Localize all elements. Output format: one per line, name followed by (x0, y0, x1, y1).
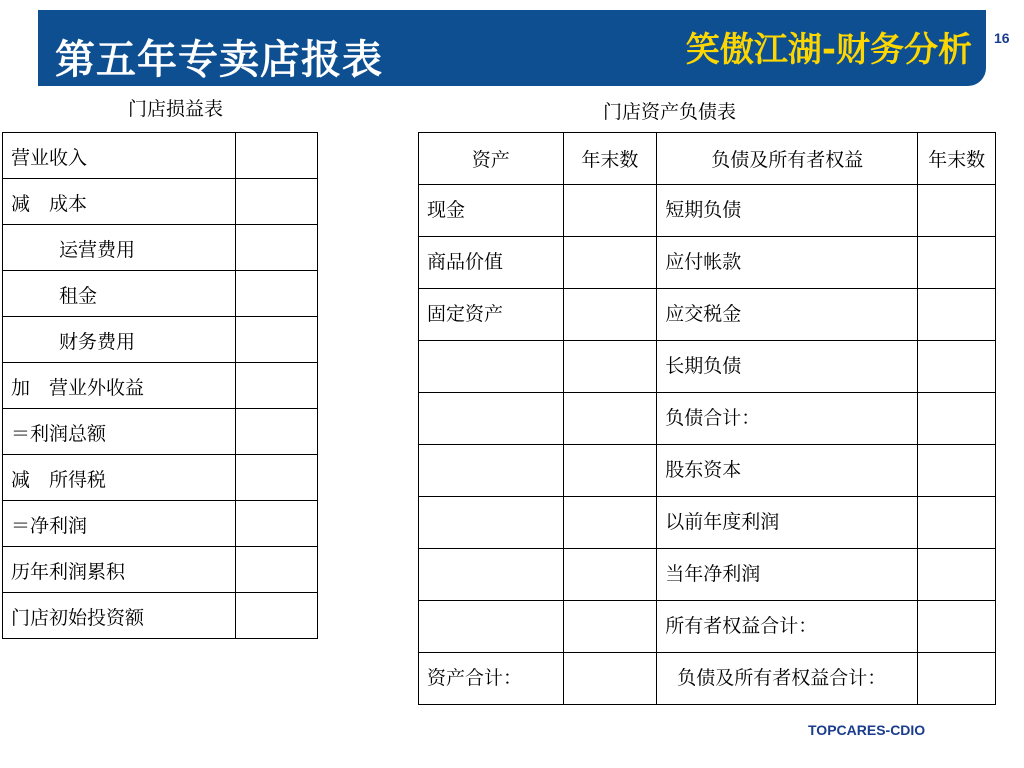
income-row-label: 营业收入 (3, 133, 236, 179)
table-row (3, 409, 318, 455)
asset-value (563, 601, 657, 653)
table-row (3, 271, 318, 317)
table-header-row (419, 133, 996, 185)
header-assets: 资产 (419, 133, 564, 185)
table-row (3, 501, 318, 547)
table-row (419, 393, 996, 445)
income-row-value (236, 225, 318, 271)
table-row (3, 317, 318, 363)
table-row (3, 225, 318, 271)
liability-value (918, 237, 996, 289)
income-statement-table (2, 132, 318, 639)
income-row-label: 门店初始投资额 (3, 593, 236, 639)
liability-label: 长期负债 (657, 341, 918, 393)
asset-value (563, 289, 657, 341)
income-row-label: ＝净利润 (3, 501, 236, 547)
liability-label: 以前年度利润 (657, 497, 918, 549)
asset-label (419, 549, 564, 601)
liability-value (918, 601, 996, 653)
table-row (3, 455, 318, 501)
income-row-value (236, 271, 318, 317)
liability-value (918, 653, 996, 705)
liability-label: 应交税金 (657, 289, 918, 341)
balance-sheet-table (418, 132, 996, 705)
income-row-value (236, 133, 318, 179)
asset-label (419, 445, 564, 497)
table-row (3, 363, 318, 409)
income-row-label: 历年利润累积 (3, 547, 236, 593)
asset-value (563, 393, 657, 445)
table-row (419, 445, 996, 497)
income-row-label: 运营费用 (3, 225, 236, 271)
liability-label: 股东资本 (657, 445, 918, 497)
table-row (419, 289, 996, 341)
liability-value (918, 393, 996, 445)
liability-label: 应付帐款 (657, 237, 918, 289)
asset-label: 现金 (419, 185, 564, 237)
header-year-end-liabilities: 年末数 (918, 133, 996, 185)
liability-value (918, 549, 996, 601)
income-row-value (236, 455, 318, 501)
liability-value (918, 445, 996, 497)
income-row-label: 财务费用 (3, 317, 236, 363)
asset-value (563, 653, 657, 705)
income-row-label: 租金 (3, 271, 236, 317)
page-number: 16 (994, 30, 1010, 46)
liability-total-label: 负债及所有者权益合计： (657, 653, 918, 705)
table-row (419, 237, 996, 289)
balance-sheet-caption: 门店资产负债表 (603, 101, 737, 123)
asset-label (419, 601, 564, 653)
asset-label: 商品价值 (419, 237, 564, 289)
table-row (419, 341, 996, 393)
liability-label: 负债合计： (657, 393, 918, 445)
asset-value (563, 341, 657, 393)
income-row-value (236, 593, 318, 639)
asset-value (563, 445, 657, 497)
asset-value (563, 497, 657, 549)
asset-value (563, 237, 657, 289)
table-row (3, 133, 318, 179)
income-row-value (236, 409, 318, 455)
income-row-label: ＝利润总额 (3, 409, 236, 455)
liability-value (918, 185, 996, 237)
income-row-label: 加 营业外收益 (3, 363, 236, 409)
liability-value (918, 497, 996, 549)
asset-value (563, 185, 657, 237)
table-row (419, 185, 996, 237)
asset-value (563, 549, 657, 601)
income-statement-caption: 门店损益表 (128, 98, 224, 120)
table-row (3, 547, 318, 593)
liability-value (918, 341, 996, 393)
income-row-value (236, 317, 318, 363)
table-row (419, 601, 996, 653)
liability-value (918, 289, 996, 341)
footer-brand: TOPCARES-CDIO (808, 722, 926, 738)
liability-label: 当年净利润 (657, 549, 918, 601)
liability-label: 所有者权益合计： (657, 601, 918, 653)
income-row-value (236, 179, 318, 225)
asset-label: 固定资产 (419, 289, 564, 341)
income-row-label: 减 所得税 (3, 455, 236, 501)
table-row (419, 549, 996, 601)
table-row (419, 497, 996, 549)
income-row-value (236, 501, 318, 547)
brand-title: 笑傲江湖-财务分析 (685, 30, 972, 70)
asset-total-label: 资产合计： (419, 653, 564, 705)
header-year-end-assets: 年末数 (563, 133, 657, 185)
income-row-label: 减 成本 (3, 179, 236, 225)
slide-title: 第五年专卖店报表 (55, 37, 383, 83)
header-liabilities-equity: 负债及所有者权益 (657, 133, 918, 185)
table-row (419, 653, 996, 705)
asset-label (419, 497, 564, 549)
income-row-value (236, 363, 318, 409)
asset-label (419, 393, 564, 445)
income-row-value (236, 547, 318, 593)
table-row (3, 179, 318, 225)
table-row (3, 593, 318, 639)
liability-label: 短期负债 (657, 185, 918, 237)
asset-label (419, 341, 564, 393)
